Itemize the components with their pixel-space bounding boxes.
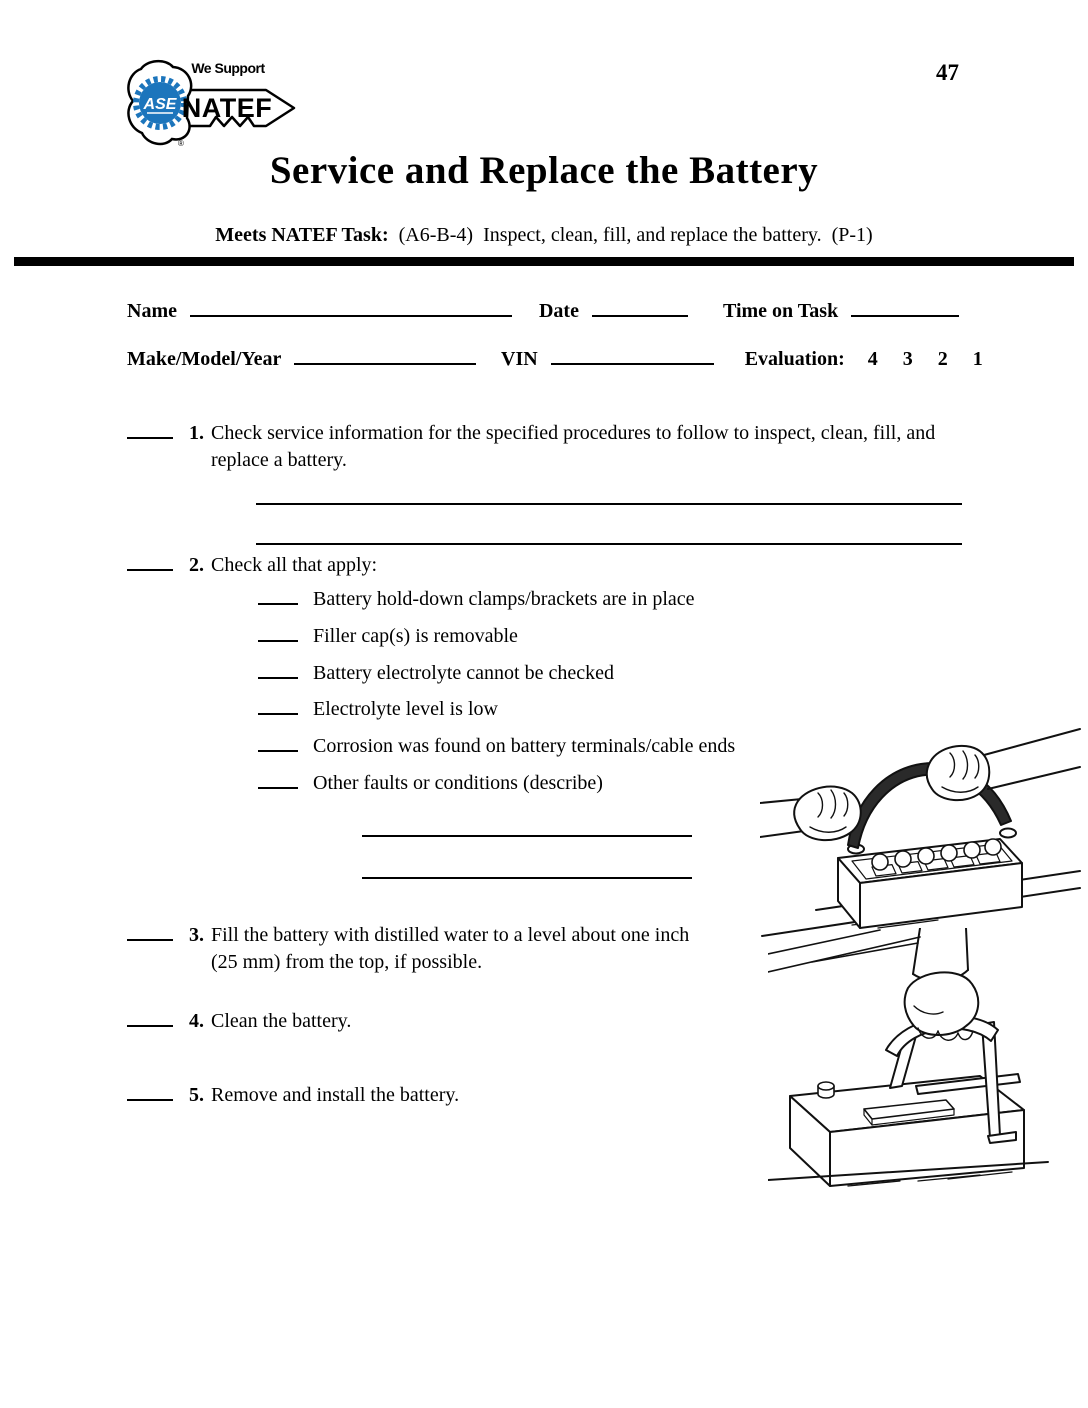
time-on-task-label: Time on Task [722, 300, 839, 322]
task-5-status-blank [127, 1082, 173, 1101]
ase-wordmark: ASE [143, 96, 177, 113]
task-2-text: Check all that apply: [211, 554, 378, 576]
task-item-4 [127, 1008, 351, 1035]
task-text: Inspect, clean, fill, and replace the battery. [483, 224, 822, 246]
task-2-status-blank [127, 552, 173, 571]
background-lines [768, 930, 920, 972]
battery-strap-carrier-illustration [760, 695, 1084, 943]
checklist-row [258, 588, 735, 625]
make-model-year-blank [294, 344, 476, 365]
answer-line [256, 503, 962, 505]
logo-registered-mark: ® [178, 139, 184, 148]
checkbox-blank [258, 698, 298, 715]
checklist-row [258, 662, 735, 699]
checkbox-blank [258, 625, 298, 642]
evaluation-score-1: 1 [972, 348, 983, 370]
right-hand [927, 729, 1080, 800]
divider-rule [14, 257, 1074, 266]
checklist-row [258, 735, 735, 772]
name-label: Name [127, 300, 177, 322]
checklist-item-label: Electrolyte level is low [313, 698, 498, 721]
task-2-number: 2. [189, 554, 204, 576]
task-3-status-blank [127, 922, 173, 941]
checkbox-blank [258, 772, 298, 789]
task-item-1 [127, 420, 963, 474]
left-hand [760, 787, 861, 841]
checklist-item-label: Battery electrolyte cannot be checked [313, 661, 614, 684]
answer-line [256, 543, 962, 545]
describe-line [362, 835, 692, 837]
checklist-row [258, 698, 735, 735]
battery-drawing [838, 829, 1022, 929]
natef-logo [126, 56, 308, 152]
task-5-number: 5. [189, 1084, 204, 1106]
date-label: Date [538, 300, 579, 322]
time-on-task-blank [851, 296, 959, 317]
checklist-item-label: Corrosion was found on battery terminals/cable ends [313, 735, 736, 758]
task-priority: (P-1) [831, 224, 873, 246]
task-4-number: 4. [189, 1010, 204, 1032]
logo-support-text: We Support [191, 60, 265, 76]
task-item-2 [127, 552, 377, 579]
evaluation-score-2: 2 [937, 348, 948, 370]
checklist-item-label: Filler cap(s) is removable [313, 624, 518, 647]
task-3-number: 3. [189, 924, 204, 946]
date-blank [592, 296, 688, 317]
checklist-row [258, 625, 735, 662]
name-blank [190, 296, 512, 317]
task-1-text: Check service information for the specified procedures to follow to inspect, clean, fill, and replace a battery. [211, 422, 936, 471]
page-number: 47 [936, 60, 959, 85]
natef-task-line [0, 224, 1088, 247]
task-1-status-blank [127, 420, 173, 439]
form-row-vehicle [127, 344, 983, 371]
logo-natef-wordmark: NATEF [181, 93, 273, 123]
evaluation-label: Evaluation: [744, 348, 845, 370]
task-item-3 [127, 922, 701, 976]
describe-line [362, 877, 692, 879]
task-code: (A6-B-4) [398, 224, 474, 246]
page-title: Service and Replace the Battery [269, 149, 819, 192]
vin-blank [551, 344, 714, 365]
checkbox-blank [258, 735, 298, 752]
checklist-item-label: Battery hold-down clamps/brackets are in place [313, 588, 695, 610]
battery-clamp-carrier-illustration [768, 928, 1070, 1190]
task-1-number: 1. [189, 422, 204, 444]
make-model-year-label: Make/Model/Year [127, 348, 282, 370]
task-label: Meets NATEF Task: [215, 224, 389, 246]
form-row-identity [127, 296, 959, 323]
vin-label: VIN [501, 348, 538, 370]
task-5-text: Remove and install the battery. [211, 1084, 460, 1106]
task-4-status-blank [127, 1008, 173, 1027]
gripping-hand [905, 928, 979, 1040]
checklist-row [258, 772, 735, 809]
task-2-checklist [258, 588, 735, 809]
checklist-item-label: Other faults or conditions (describe) [313, 771, 603, 794]
task-3-text: Fill the battery with distilled water to a level about one inch (25 mm) from the top, if possible. [211, 924, 690, 973]
checkbox-blank [258, 662, 298, 679]
evaluation-score-4: 4 [867, 348, 878, 370]
evaluation-score-3: 3 [902, 348, 913, 370]
checkbox-blank [258, 588, 298, 605]
task-4-text: Clean the battery. [211, 1010, 352, 1032]
task-item-5 [127, 1082, 459, 1109]
